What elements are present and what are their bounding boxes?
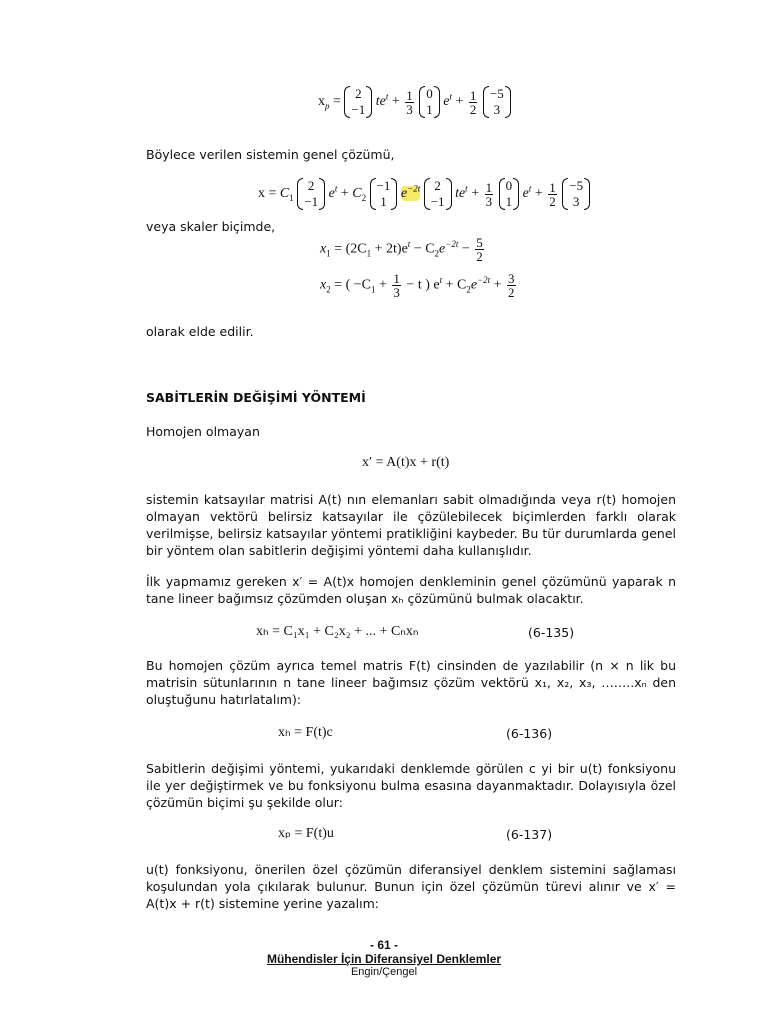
fraction: $\frac{1}{2}$ xyxy=(469,87,477,117)
paragraph: veya skaler biçimde, xyxy=(146,219,276,234)
equation-system: x′ = A(t)x + r(t) xyxy=(362,455,450,470)
paragraph: u(t) fonksiyonu, önerilen özel çözümün diferansiyel denklem sistemini sağlaması koşulundan yola çıkılarak bulunur. Bunun için özel çözümün türevi alınır ve x′ = A(t)x + r(t) sistemine yerine yazalım: xyxy=(146,862,676,911)
paragraph: sistemin katsayılar matrisi A(t) nın elemanları sabit olmadığında veya r(t) homojen olmayan vektörü belirsiz katsayılar ile çözülebilecek biçimlerden farklı olarak verilmişse, belirsiz katsayılar yöntemi pratikliğini kaybeder. Bu tür durumlarda genel bir yöntem olan sabitlerin değişimi yöntemi daha kullanışlıdır. xyxy=(146,492,676,558)
paragraph: İlk yapmamız gereken x′ = A(t)x homojen denkleminin genel çözümünü yaparak n tane lineer bağımsız çözümden oluşan xₕ çözümünü bulmak olacaktır. xyxy=(146,574,676,606)
vector: −5 3 xyxy=(562,178,590,210)
fraction: $\frac{1}{3}$ xyxy=(393,271,400,300)
equation-6-135: xₕ = C₁x₁ + C₂x₂ + ... + Cₙxₙ xyxy=(256,624,419,639)
equation-xp: $x_p$ = 2 −1 $te^t$ + $\frac{1}{3}$ 0 1 $e^t$ + $\frac{1}{2}$ −5 3 xyxy=(318,86,511,118)
equation-label: (6-136) xyxy=(506,726,553,741)
equation-scalar-x2: $x_2$ = ( $-C_1$ + $\frac{1}{3}$ − t ) $e^t + C_2e^{-2t}$ + $\frac{3}{2}$ xyxy=(320,271,515,300)
fraction: $\frac{1}{2}$ xyxy=(549,179,556,209)
eq-lhs: $x_p$ xyxy=(318,94,330,112)
paragraph: Homojen olmayan xyxy=(146,424,260,439)
vector: −5 3 xyxy=(483,86,511,118)
vector: 2 −1 xyxy=(424,178,452,210)
fraction: $\frac{5}{2}$ xyxy=(476,235,483,264)
section-heading: SABİTLERİN DEĞİŞİMİ YÖNTEMİ xyxy=(146,390,366,405)
equation-label: (6-137) xyxy=(506,827,553,842)
paragraph: olarak elde edilir. xyxy=(146,324,254,339)
book-authors: Engin/Çengel xyxy=(350,966,418,978)
vector: 0 1 xyxy=(419,86,440,118)
page-footer xyxy=(0,938,768,978)
equation-general-solution: $x = C_1$ 2 −1 $e^t + C_2$ −1 1 $e^{-2t}$ 2 −1 $te^t$ + $\frac{1}{3}$ 0 1 $e^t$ + $\frac{1}{2}$ −5 3 xyxy=(258,178,590,210)
paragraph: Sabitlerin değişimi yöntemi, yukarıdaki denklemde görülen c yi bir u(t) fonksiyonu ile yer değiştirmek ve bu fonksiyonu bulma esasına dayanmaktadır. Dolayısıyla özel çözümün biçimi şu şekilde olur: xyxy=(146,761,676,810)
page-number: - 61 - xyxy=(369,938,398,952)
paragraph: Böylece verilen sistemin genel çözümü, xyxy=(146,147,395,162)
highlight-mark: $e^{-2t}$ xyxy=(400,183,421,202)
fraction: $\frac{1}{3}$ xyxy=(406,87,413,117)
book-title: Mühendisler İçin Diferansiyel Denklemler xyxy=(266,952,502,966)
fraction: $\frac{1}{3}$ xyxy=(485,179,493,209)
equation-6-136: xₕ = F(t)c xyxy=(278,725,333,740)
equation-scalar-x1: $x_1 = (2C_1 + 2t)e^t - C_2e^{-2t}$ − $\frac{5}{2}$ xyxy=(320,235,483,264)
vector: 2 −1 xyxy=(297,178,325,210)
equation-label: (6-135) xyxy=(528,625,575,640)
vector: 0 1 xyxy=(499,178,520,210)
equation-6-137: xₚ = F(t)u xyxy=(278,826,334,841)
fraction: $\frac{3}{2}$ xyxy=(508,271,515,300)
vector: 2 −1 xyxy=(344,86,372,118)
paragraph: Bu homojen çözüm ayrıca temel matris F(t) cinsinden de yazılabilir (n × n lik bu matrisin sütunlarının n tane lineer bağımsız çözüm vektörü x₁, x₂, x₃, ……..xₙ den oluştuğunu hatırlatalım): xyxy=(146,658,676,707)
vector: −1 1 xyxy=(370,178,398,210)
